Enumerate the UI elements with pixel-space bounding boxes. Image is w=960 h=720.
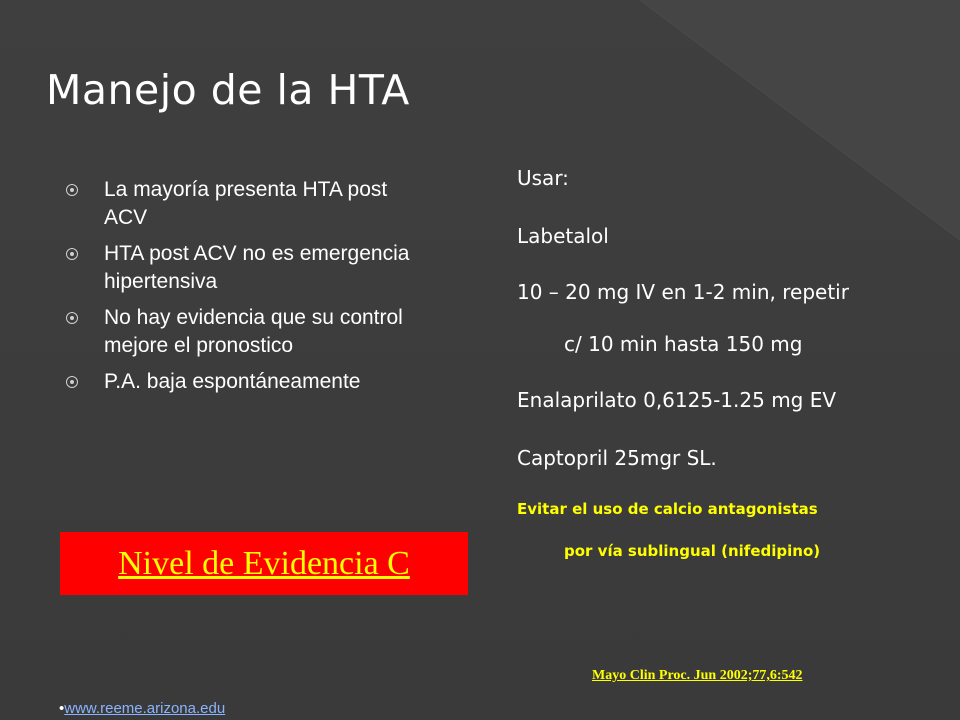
evidence-level-box [60, 532, 468, 595]
circle-bullet-icon [66, 248, 78, 260]
bullet-item [66, 240, 416, 296]
footer [59, 700, 225, 717]
footer-link[interactable]: www.reeme.arizona.edu [64, 700, 226, 717]
bullet-item [66, 304, 416, 360]
usar-label: Usar: [517, 166, 569, 190]
captopril-line: Captopril 25mgr SL. [517, 446, 717, 470]
bullet-text: HTA post ACV no es emergencia hipertensiva [104, 242, 410, 293]
left-bullet-list [66, 176, 416, 404]
bullet-item [66, 176, 416, 232]
dose-line-1: 10 – 20 mg IV en 1-2 min, repetir [517, 280, 849, 304]
footer-bullet: • [59, 700, 65, 717]
reference-citation: Mayo Clin Proc. Jun 2002;77,6:542 [592, 668, 803, 683]
evidence-level-text: Nivel de Evidencia C [118, 544, 410, 582]
enalaprilato-line: Enalaprilato 0,6125-1.25 mg EV [517, 388, 837, 412]
bullet-item [66, 368, 416, 396]
warning-line-2: por vía sublingual (nifedipino) [564, 542, 821, 560]
circle-bullet-icon [66, 312, 78, 324]
bullet-text: P.A. baja espontáneamente [104, 370, 361, 393]
bullet-text: No hay evidencia que su control mejore el pronostico [104, 306, 403, 357]
labetalol-label: Labetalol [517, 224, 609, 248]
warning-line-1: Evitar el uso de calcio antagonistas [517, 500, 818, 518]
slide-title: Manejo de la HTA [46, 66, 410, 114]
dose-line-2: c/ 10 min hasta 150 mg [564, 332, 803, 356]
circle-bullet-icon [66, 376, 78, 388]
bullet-text: La mayoría presenta HTA post ACV [104, 178, 388, 229]
circle-bullet-icon [66, 184, 78, 196]
